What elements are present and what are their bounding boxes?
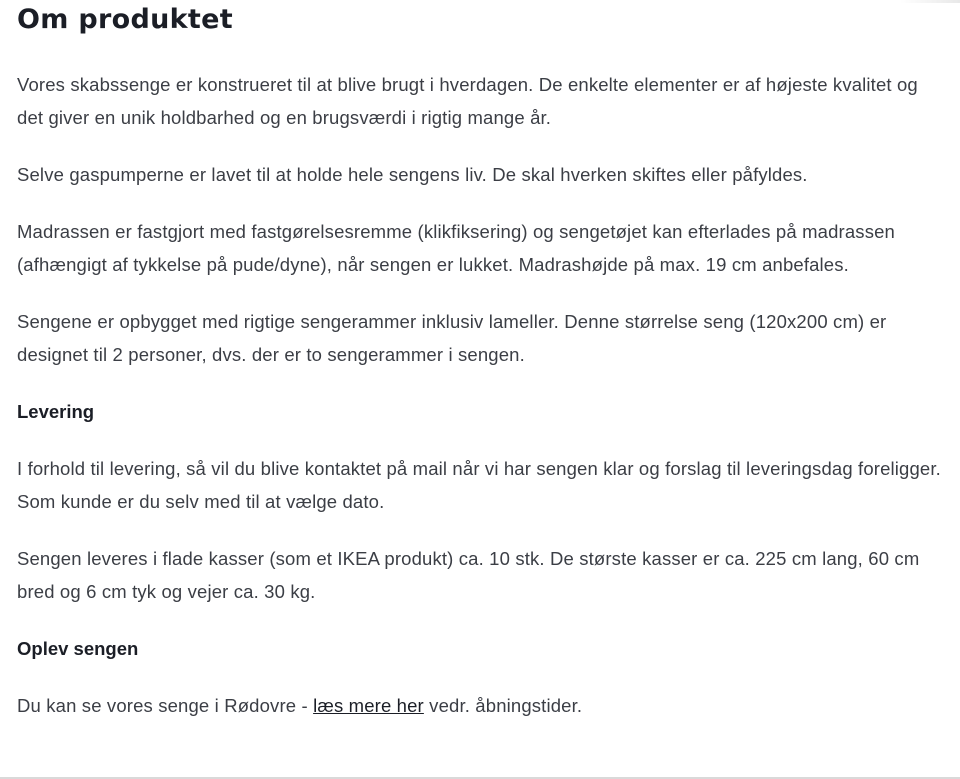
paragraph-bed-frames: Sengene er opbygget med rigtige sengerammer inklusiv lameller. Denne størrelse seng (120x200 cm) er designet til 2 personer, dvs. der er to sengerammer i sengen.: [17, 311, 887, 365]
page-title: Om produktet: [17, 4, 233, 35]
paragraph-visit: [17, 689, 949, 722]
paragraph-construction: Vores skabssenge er konstrueret til at blive brugt i hverdagen. De enkelte elementer er af højeste kvalitet og det giver en unik holdbarhed og en brugsværdi i rigtig mange år.: [17, 74, 918, 128]
visit-text-after: vedr. åbningstider.: [423, 695, 583, 716]
heading-delivery: Levering: [17, 401, 95, 422]
read-more-link[interactable]: læs mere her: [313, 695, 424, 716]
paragraph-delivery-boxes: Sengen leveres i flade kasser (som et IKEA produkt) ca. 10 stk. De største kasser er ca. 225 cm lang, 60 cm bred og 6 cm tyk og vejer ca. 30 kg.: [17, 548, 920, 602]
paragraph-mattress: Madrassen er fastgjort med fastgørelsesremme (klikfiksering) og sengetøjet kan efterlades på madrassen (afhængigt af tykkelse på pude/dyne), når sengen er lukket. Madrashøjde på max. 19 cm anbefales.: [17, 221, 895, 275]
paragraph-delivery-contact: I forhold til levering, så vil du blive kontaktet på mail når vi har sengen klar og forslag til leveringsdag foreligger. Som kunde er du selv med til at vælge dato.: [17, 458, 941, 512]
heading-experience: Oplev sengen: [17, 638, 139, 659]
paragraph-gas-pumps: Selve gaspumperne er lavet til at holde hele sengens liv. De skal hverken skiftes eller påfyldes.: [17, 164, 808, 185]
top-edge-shade: [900, 0, 960, 3]
visit-text-before: Du kan se vores senge i Rødovre -: [17, 695, 314, 716]
